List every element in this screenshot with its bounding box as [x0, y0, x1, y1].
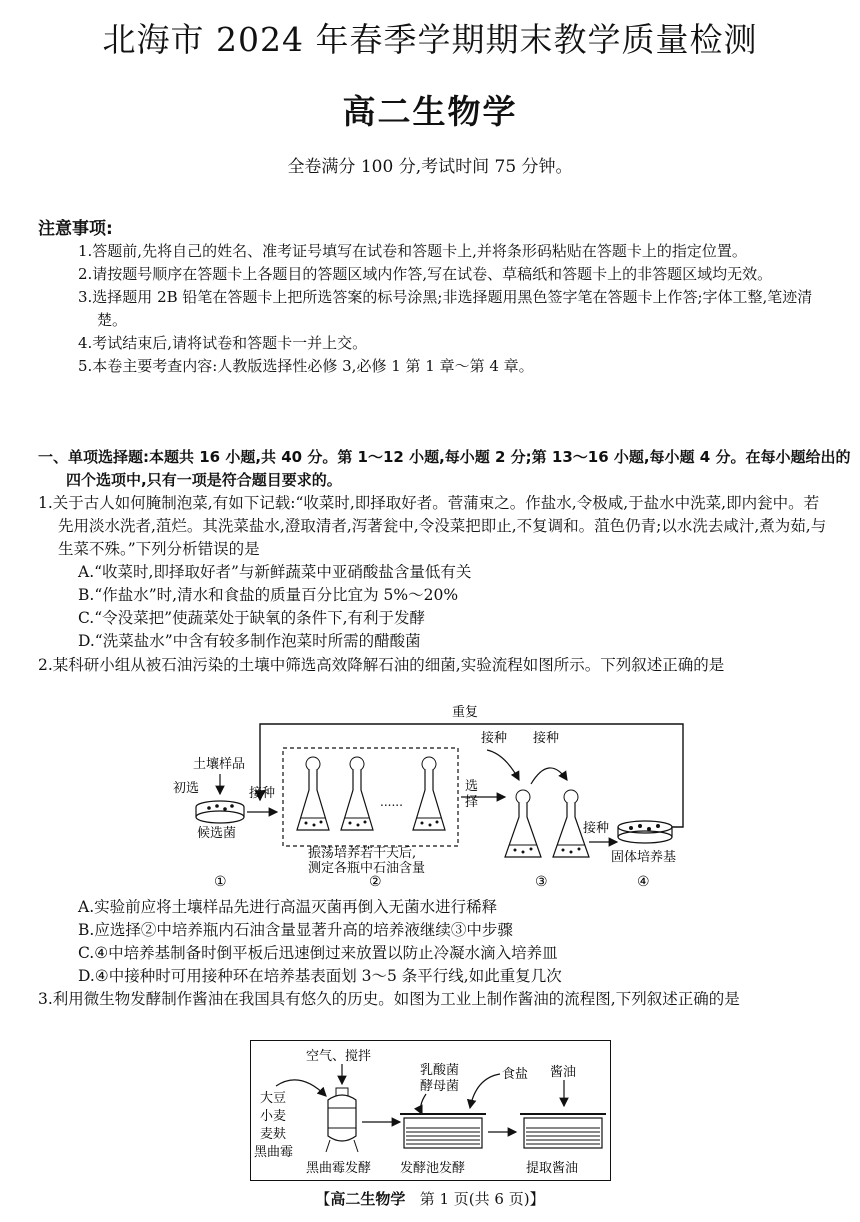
question-2-options — [38, 896, 830, 988]
option-d: D.“洗菜盐水”中含有较多制作泡菜时所需的醋酸菌 — [78, 632, 421, 650]
question-stem: 1.关于古人如何腌制泡菜,有如下记载:“收菜时,即择取好者。菅蒲束之。作盐水,令极咸,于盐水中洗菜,即内瓮中。若先用淡水洗者,菹烂。其洗菜盐水,澄取清者,泻著瓮中,令没菜把即止,不复调和。菹色仍青;以水洗去咸汁,煮为茹,与生菜不殊。”下列分析错误的是 — [38, 494, 827, 558]
step-label-1: ① — [214, 874, 227, 890]
salt-label: 食盐 — [502, 1067, 529, 1082]
question-2 — [38, 654, 830, 677]
step-label-2: ② — [369, 874, 382, 890]
yeast-label: 酵母菌 — [420, 1079, 460, 1094]
prescreen-label: 初选 — [173, 781, 200, 796]
option-a: A.实验前应将土壤样品先进行高温灭菌再倒入无菌水进行稀释 — [78, 898, 498, 916]
candidate-label: 候选菌 — [197, 826, 237, 841]
screening-flow-diagram — [165, 702, 705, 892]
option-c: C.“令没菜把”使蔬菜处于缺氧的条件下,有利于发酵 — [78, 609, 426, 627]
air-stir-label: 空气、搅拌 — [306, 1049, 372, 1064]
inoculate-label-4: 接种 — [583, 821, 610, 836]
extraction-pool — [520, 1114, 606, 1148]
notice-list — [78, 240, 826, 378]
option-b: B.“作盐水”时,清水和食盐的质量百分比宜为 5%～20% — [78, 586, 459, 604]
select-label-2: 择 — [465, 795, 479, 810]
stage-3-label: 提取酱油 — [526, 1161, 579, 1176]
soy-sauce-label: 酱油 — [550, 1065, 577, 1080]
question-stem: 3.利用微生物发酵制作酱油在我国具有悠久的历史。如图为工业上制作酱油的流程图,下列叙述正确的是 — [38, 990, 740, 1008]
notice-item: 5.本卷主要考查内容:人教版选择性必修 3,必修 1 第 1 章～第 4 章。 — [78, 357, 534, 375]
stage-1-label: 黑曲霉发酵 — [306, 1161, 372, 1176]
notice-item: 4.考试结束后,请将试卷和答题卡一并上交。 — [78, 334, 368, 352]
repeat-label: 重复 — [451, 705, 479, 720]
solid-medium-label: 固体培养基 — [611, 850, 677, 865]
flask-2 — [341, 757, 373, 830]
soil-sample-label: 土壤样品 — [193, 757, 246, 772]
option-d: D.④中接种时可用接种环在培养基表面划 3～5 条平行线,如此重复几次 — [78, 967, 562, 985]
flask-4 — [505, 790, 541, 857]
ellipsis-label: ...... — [380, 795, 403, 809]
raw-material-4: 黑曲霉 — [254, 1145, 294, 1160]
option-a: A.“收菜时,即择取好者”与新鲜蔬菜中亚硝酸盐含量低有关 — [78, 563, 472, 581]
notice-heading: 注意事项: — [38, 219, 113, 239]
step-label-3: ③ — [535, 874, 548, 890]
select-label-1: 选 — [465, 779, 479, 794]
solid-medium-plate — [618, 821, 672, 843]
step-label-4: ④ — [637, 874, 650, 890]
shake-culture-text-2: 测定各瓶中石油含量 — [308, 861, 426, 876]
figure-frame — [251, 1041, 611, 1181]
subject-title: 高二生物学 — [342, 92, 518, 131]
question-1 — [38, 492, 830, 653]
lactic-bacteria-label: 乳酸菌 — [420, 1063, 460, 1078]
raw-material-2: 小麦 — [260, 1109, 287, 1124]
raw-material-3: 麦麸 — [260, 1127, 287, 1142]
petri-dish-candidate — [196, 801, 244, 823]
flask-1 — [297, 757, 329, 830]
question-3 — [38, 988, 830, 1011]
question-stem: 2.某科研小组从被石油污染的土壤中筛选高效降解石油的细菌,实验流程如图所示。下列叙述正确的是 — [38, 656, 725, 674]
inoculate-label-1: 接种 — [249, 786, 276, 801]
soy-sauce-flow-diagram — [250, 1040, 612, 1182]
inoculate-label-3: 接种 — [533, 731, 560, 746]
notice-item: 2.请按题号顺序在答题卡上各题目的答题区域内作答,写在试卷、草稿纸和答题卡上的非答题区域均无效。 — [78, 265, 773, 283]
option-b: B.应选择②中培养瓶内石油含量显著升高的培养液继续③中步骤 — [78, 921, 513, 939]
stage-2-label: 发酵池发酵 — [400, 1161, 466, 1176]
fermentation-pool — [400, 1114, 486, 1148]
section-heading: 一、单项选择题:本题共 16 小题,共 40 分。第 1～12 小题,每小题 2 分;第 13～16 小题,每小题 4 分。在每小题给出的四个选项中,只有一项是符合题目要求的。 — [38, 448, 851, 489]
exam-info: 全卷满分 100 分,考试时间 75 分钟。 — [287, 157, 573, 177]
fermentation-tank — [326, 1088, 358, 1152]
footer-subject: 高二生物学 — [330, 1190, 406, 1208]
exam-title: 北海市 2024 年春季学期期末教学质量检测 — [102, 20, 758, 59]
raw-material-1: 大豆 — [260, 1091, 287, 1106]
flask-3 — [413, 757, 445, 830]
inoculate-label-2: 接种 — [481, 731, 508, 746]
option-c: C.④中培养基制备时倒平板后迅速倒过来放置以防止冷凝水滴入培养皿 — [78, 944, 558, 962]
shake-culture-text-1: 振荡培养若干天后, — [308, 846, 417, 861]
notice-item: 1.答题前,先将自己的姓名、准考证号填写在试卷和答题卡上,并将条形码粘贴在答题卡上的指定位置。 — [78, 242, 747, 260]
footer-page: 第 1 页(共 6 页) — [419, 1190, 530, 1208]
notice-item: 3.选择题用 2B 铅笔在答题卡上把所选答案的标号涂黑;非选择题用黑色签字笔在答题卡上作答;字体工整,笔迹清楚。 — [78, 288, 813, 329]
page-footer: 【高二生物学 第 1 页(共 6 页)】 — [315, 1190, 545, 1208]
